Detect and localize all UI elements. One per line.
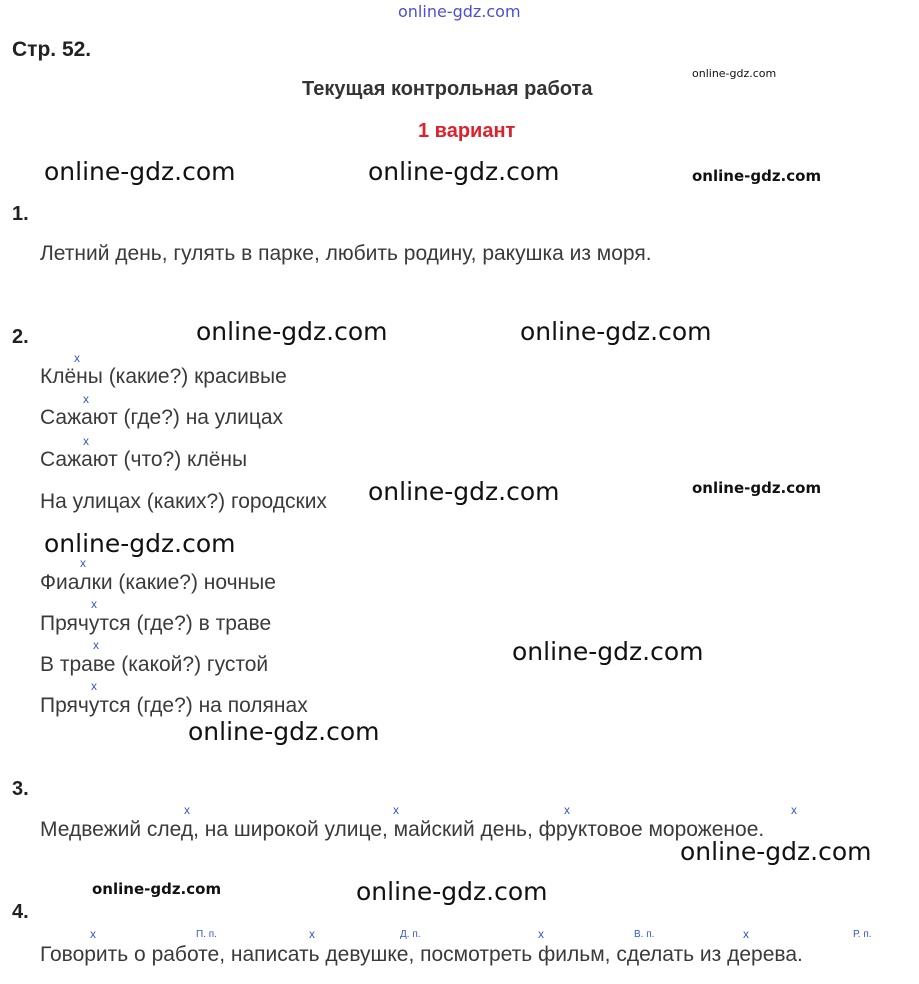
watermark: online-gdz.com bbox=[692, 479, 822, 497]
stress-mark: x bbox=[791, 803, 797, 817]
watermark: online-gdz.com bbox=[188, 717, 380, 746]
watermark: online-gdz.com bbox=[512, 637, 704, 666]
case-label: Р. п. bbox=[853, 929, 872, 940]
task-number: 1. bbox=[12, 203, 29, 225]
stress-mark: x bbox=[184, 803, 190, 817]
stress-mark: x bbox=[80, 556, 86, 570]
task2-line: Прячутся (где?) на полянах bbox=[40, 694, 308, 717]
stress-mark: x bbox=[743, 927, 749, 941]
watermark: online-gdz.com bbox=[368, 477, 560, 506]
watermark-top: online-gdz.com bbox=[398, 2, 521, 21]
stress-mark: x bbox=[564, 803, 570, 817]
case-label: Д. п. bbox=[400, 929, 421, 940]
stress-mark: x bbox=[83, 434, 89, 448]
task2-line: Клёны (какие?) красивые bbox=[40, 365, 287, 388]
case-label: В. п. bbox=[634, 929, 655, 940]
variant-label: 1 вариант bbox=[418, 120, 516, 142]
page-title: Текущая контрольная работа bbox=[302, 78, 593, 100]
watermark: online-gdz.com bbox=[368, 157, 560, 186]
watermark: online-gdz.com bbox=[92, 880, 222, 898]
stress-mark: x bbox=[393, 803, 399, 817]
task4-answer: Говорить о работе, написать девушке, посмотреть фильм, сделать из дерева. bbox=[40, 943, 803, 966]
task-number: 4. bbox=[12, 901, 29, 923]
stress-mark: x bbox=[74, 351, 80, 365]
watermark: online-gdz.com bbox=[44, 157, 236, 186]
stress-mark: x bbox=[93, 638, 99, 652]
stress-mark: x bbox=[538, 927, 544, 941]
task3-answer: Медвежий след, на широкой улице, майский день, фруктовое мороженое. bbox=[40, 818, 765, 841]
task2-line: Сажают (что?) клёны bbox=[40, 448, 248, 471]
watermark: online-gdz.com bbox=[44, 529, 236, 558]
task2-line: В траве (какой?) густой bbox=[40, 653, 269, 676]
stress-mark: x bbox=[91, 597, 97, 611]
stress-mark: x bbox=[90, 927, 96, 941]
page-number-header: Стр. 52. bbox=[12, 38, 92, 61]
stress-mark: x bbox=[91, 679, 97, 693]
stress-mark: x bbox=[83, 392, 89, 406]
task2-line: Фиалки (какие?) ночные bbox=[40, 571, 276, 594]
watermark: online-gdz.com bbox=[692, 67, 777, 80]
watermark: online-gdz.com bbox=[680, 837, 872, 866]
watermark: online-gdz.com bbox=[196, 317, 388, 346]
watermark: online-gdz.com bbox=[520, 317, 712, 346]
task2-line: На улицах (каких?) городских bbox=[40, 490, 327, 513]
stress-mark: x bbox=[309, 927, 315, 941]
watermark: online-gdz.com bbox=[692, 167, 822, 185]
task-number: 3. bbox=[12, 778, 29, 800]
case-label: П. п. bbox=[196, 929, 217, 940]
task2-line: Прячутся (где?) в траве bbox=[40, 612, 272, 635]
watermark: online-gdz.com bbox=[356, 877, 548, 906]
task1-answer: Летний день, гулять в парке, любить родину, ракушка из моря. bbox=[40, 242, 652, 265]
task-number: 2. bbox=[12, 326, 29, 348]
task2-line: Сажают (где?) на улицах bbox=[40, 406, 284, 429]
